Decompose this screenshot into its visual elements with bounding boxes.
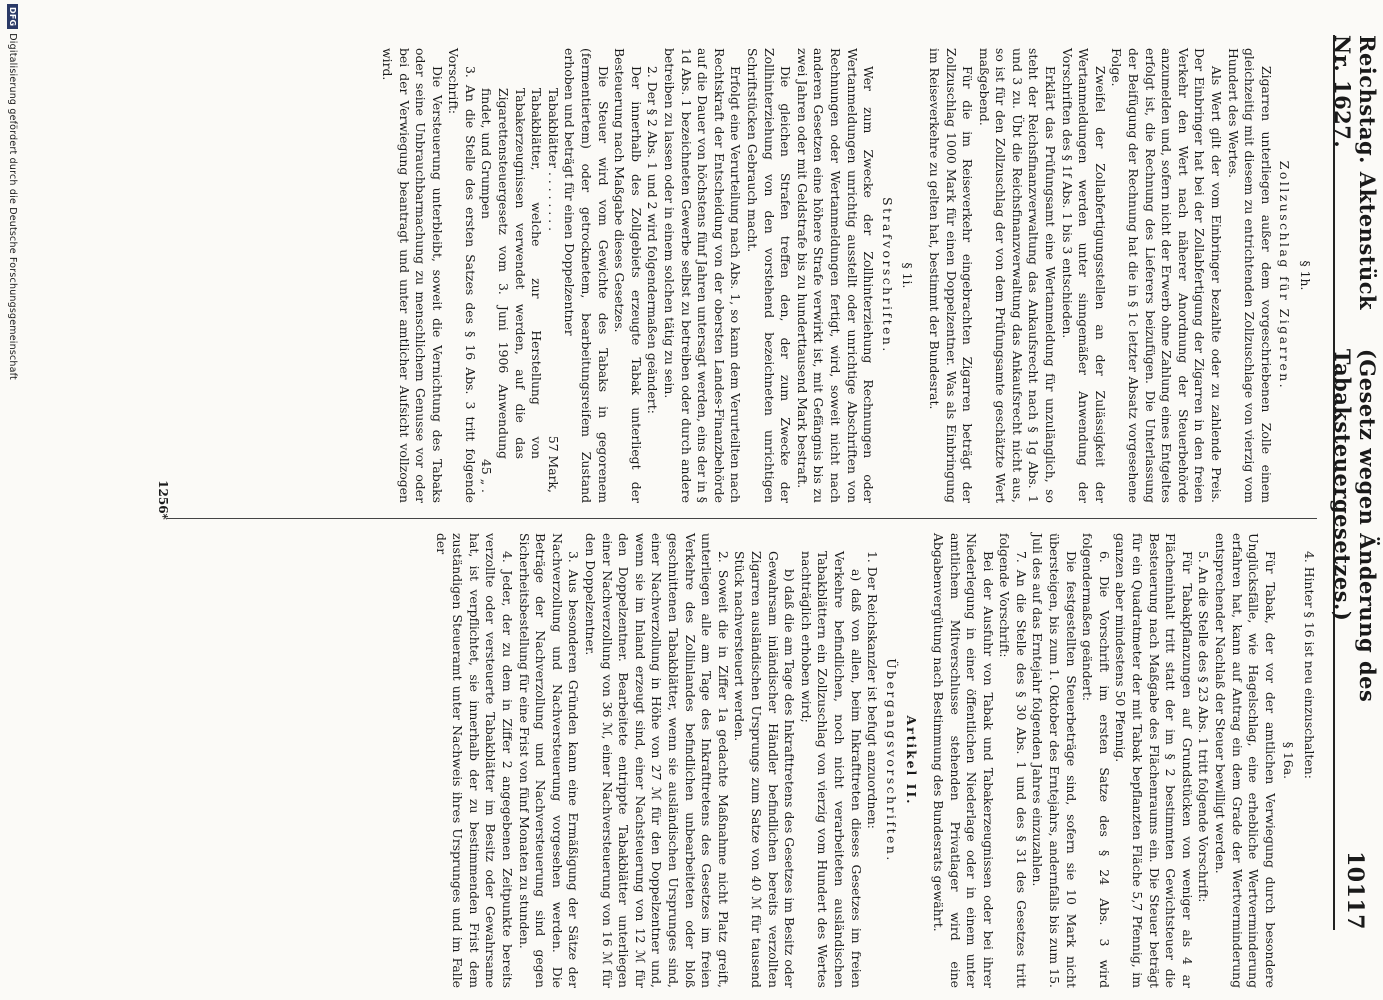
- page-header: [1330, 35, 1380, 930]
- rate-value: 45 „ .: [479, 458, 495, 493]
- list-item: a) daß von allen, beim Inkrafttreten dieses Gesetzes im freien Verkehre befindlichen, noch nicht verarbeiteten ausländischen Tabakblättern ein Zollzuschlag von vierzig vom Hundert des Wertes nachträglich erhoben wird;: [798, 551, 864, 988]
- paragraph: Wer zum Zwecke der Zollhinterziehung Rechnungen oder Wertanmeldungen unrichtig ausstellt oder unrichtige Abschriften von Rechnungen oder Wertanmeldungen fertigt, wird, soweit nicht nach anderen Gesetzen eine höhere Strafe verwirkt ist, mit Gefängnis bis zu zwei Jahren oder mit Geldstrafe bis zu hunderttausend Mark bestraft.: [794, 48, 877, 503]
- rate-label: Tabakblätter . . . . . . . .: [545, 88, 561, 232]
- paragraph: Bei der Ausfuhr von Tabak und Tabakerzeugnissen oder bei ihrer Niederlegung in einer öffentlichen Niederlage oder in einem unter amtlichem Mitverschlusse stehenden Privatlager wird eine Abgabenvergütung nach Bestimmung des Bundesrats gewährt.: [930, 533, 996, 988]
- paragraph: Die gleichen Strafen treffen den, der zum Zwecke der Zollhinterziehung von den vorstehend bezeichneten unrichtigen Schriftstücken Gebrauch macht.: [745, 48, 794, 503]
- paragraph: Die Steuer wird vom Gewichte des Tabaks in gegorenem (fermentiertem) oder getrocknetem, bearbeitungsreifem Zustand erhoben und beträgt für einen Doppelzentner: [562, 48, 611, 503]
- section-heading: § 1i.: [900, 262, 916, 289]
- paragraph: 7. An die Stelle des § 30 Abs. 1 und des § 31 des Gesetzes tritt folgende Vorschrift:: [997, 533, 1029, 988]
- rate-value: 57 Mark,: [545, 435, 561, 493]
- paragraph: 6. Die Vorschrift im ersten Satze des § 24 Abs. 3 wird folgendermaßen geändert:: [1080, 533, 1112, 988]
- paragraph: Die festgestellten Steuerbeträge sind, sofern sie 10 Mark nicht übersteigen, bis zum 1. Oktober des Erntejahrs, andernfalls bis zum 15. Juli des auf das Erntejahr folgenden Jahres einzuzahlen.: [1030, 533, 1079, 988]
- paragraph: Der innerhalb des Zollgebiets erzeugte Tabak unterliegt der Besteuerung nach Maßgabe dieses Gesetzes.: [612, 48, 644, 503]
- dfg-logo: DFG: [7, 4, 18, 29]
- header-subtitle: (Gesetz wegen Änderung des Tabaksteuergesetzes.): [1330, 348, 1380, 703]
- paragraph: Als Wert gilt der vom Einbringer bezahlte oder zu zahlende Preis. Der Einbringer hat bei der Zollabfertigung der Zigarren in den freien Verkehr den Wert nach näherer Anordnung der Steuerbehörde anzumelden und, sofern nicht der Erwerb ohne Zahlung eines Entgeltes erfolgt ist, die Rechnung des Lieferers beizufügen. Die Unterlassung der Beifügung der Rechnung hat die in § 1c letzter Absatz vorgesehene Folge.: [1109, 48, 1225, 503]
- digitization-text: Digitalisierung gefördert durch die Deutsche Forschungsgemeinschaft: [7, 33, 18, 380]
- digitization-note: [7, 4, 18, 380]
- section-title: Strafvorschriften.: [879, 197, 895, 354]
- paragraph: Zigarren unterliegen außer dem vorgeschriebenen Zolle einem gleichzeitig mit diesem zu entrichtenden Zollzuschlage von vierzig vom Hundert des Wertes.: [1225, 48, 1274, 503]
- footer-mark: 1256*: [156, 480, 170, 520]
- paragraph: Für Tabak, der vor der amtlichen Verwiegung durch besondere Unglücksfälle, wie Hagelschlag, eine erhebliche Wertverminderung erfahren hat, kann auf Antrag ein dem Grade der Wertverminderung entsprechender Nachlaß der Steuer bewilligt werden.: [1213, 533, 1278, 988]
- rate-row: [544, 48, 561, 503]
- column-divider: [167, 518, 1317, 519]
- right-column: [432, 533, 1317, 988]
- paragraph: 4. Jeder, der zu dem in Ziffer 2 angegebenen Zeitpunkte bereits verzollte oder versteuerte Tabakblätter im Besitz oder Gewahrsame hat, ist verpflichtet, sie innerhalb der zu bestimmenden Frist dem zuständigen Steueramt unter Nachweis ihres Ursprunges und im Falle der: [433, 533, 516, 988]
- list-item: b) daß die am Tage des Inkrafttretens des Gesetzes im Besitz oder Gewahrsam inländischer Händler befindlichen bereits verzollten Zigarren ausländischen Ursprungs zum Satze von 40 ℳ für tausend Stück nachversteuert werden.: [732, 551, 798, 988]
- paragraph: 2. Soweit die in Ziffer 1a gedachte Maßnahme nicht Platz greift, unterliegen alle am Tage des Inkrafttretens des Gesetzes im freien Verkehre des Zollinlandes befindlichen unbearbeiteten oder bloß geschnittenen Tabakblätter, wenn sie ausländischen Ursprunges sind, einer Nachverzollung in Höhe von 27 ℳ für den Doppelzentner und, wenn sie im Inland erzeugt sind, einer Nachsteuerung von 12 ℳ für den Doppelzentner. Bearbeitete entrippte Tabakblätter unterliegen einer Nachverzollung von 36 ℳ, einer Nachversteuerung von 16 ℳ für den Doppelzentner.: [583, 533, 731, 988]
- paragraph: Erfolgt eine Verurteilung nach Abs. 1, so kann dem Verurteilten nach Rechtskraft der Entscheidung von der obersten Landes-Finanzbehörde auf die Dauer von höchstens fünf Jahren untersagt werden, eins der in § 1d Abs. 1 bezeichneten Gewerbe selbst zu betreiben oder durch andere betreiben zu lassen oder in einem solchen tätig zu sein.: [662, 48, 744, 503]
- rate-row: [478, 48, 544, 503]
- article-heading: Artikel II.: [904, 715, 920, 806]
- paragraph: Für die im Reiseverkehr eingebrachten Zigarren beträgt der Zollzuschlag 1000 Mark für einen Doppelzentner. Was als Einbringung im Reiseverkehre zu gelten hat, bestimmt der Bundesrat.: [926, 48, 976, 503]
- page-number: 10117: [1342, 850, 1368, 930]
- paragraph: Für Tabakpflanzungen auf Grundstücken von weniger als 4 ar Flächeninhalt tritt statt der im § 2 bestimmten Gewichtsteuer die Besteuerung nach Maßgabe des Flächenraums ein. Die Steuer beträgt für ein Quadratmeter der mit Tabak bepflanzten Fläche 5,7 Pfennig, im ganzen aber mindestens 50 Pfennig.: [1113, 533, 1195, 988]
- header-title: Reichstag. Aktenstück Nr. 1627.: [1330, 35, 1380, 311]
- paragraph: Erklärt das Prüfungsamt eine Wertanmeldung für unzulänglich, so steht der Reichsfinanzverwaltung das Ankaufsrecht nach § 1g Abs. 1 und 3 zu. Übt die Reichsfinanzverwaltung das Ankaufsrecht nicht aus, so ist für den Zollzuschlag der von dem Prüfungsamte geschätzte Wert maßgebend.: [976, 48, 1059, 503]
- section-title: Übergangsvorschriften.: [883, 658, 899, 863]
- section-heading: § 16a.: [1281, 741, 1297, 780]
- paragraph: 3. An die Stelle des ersten Satzes des § 16 Abs. 3 tritt folgende Vorschrift:: [446, 48, 478, 503]
- left-column: [378, 48, 1317, 503]
- paragraph: 4. Hinter § 16 ist neu einzuschalten:: [1302, 551, 1317, 779]
- paragraph: 3. Aus besonderen Gründen kann eine Ermäßigung der Sätze der Nachverzollung und Nachversteuerung vorgesehen werden. Die Beträge der Nachverzollung und Nachversteuerung sind gegen Sicherheitsbestellung für eine Frist von fünf Monaten zu stunden.: [516, 533, 582, 988]
- paragraph: 5. An die Stelle des § 23 Abs. 1 tritt folgende Vorschrift:: [1196, 551, 1212, 903]
- section-heading: § 1h.: [1298, 260, 1313, 291]
- rate-label: Tabakblätter, welche zur Herstellung von Tabakerzeugnissen verwendet werden, auf die das Zigarettensteuergesetz vom 3. Juni 1906 Anwendung findet, und Grumpen: [479, 88, 545, 459]
- paragraph: Die Versteuerung unterbleibt, soweit die Vernichtung des Tabaks oder seine Unbrauchbarmachung zu menschlichem Genusse vor oder bei der Verwiegung beantragt und unter amtlicher Aufsicht vollzogen wird.: [379, 48, 445, 503]
- section-title: Zollzuschlag für Zigarren.: [1277, 160, 1293, 391]
- paragraph: 1. Der Reichskanzler ist befugt anzuordnen:: [865, 551, 881, 829]
- paragraph: Zweifel der Zollabfertigungsstellen an der Zulässigkeit der Wertanmeldungen werden unter sinngemäßer Anwendung der Vorschriften des § 1f Abs. 1 bis 3 entschieden.: [1059, 48, 1108, 503]
- paragraph: 2. Der § 2 Abs. 1 und 2 wird folgendermaßen geändert:: [645, 66, 661, 414]
